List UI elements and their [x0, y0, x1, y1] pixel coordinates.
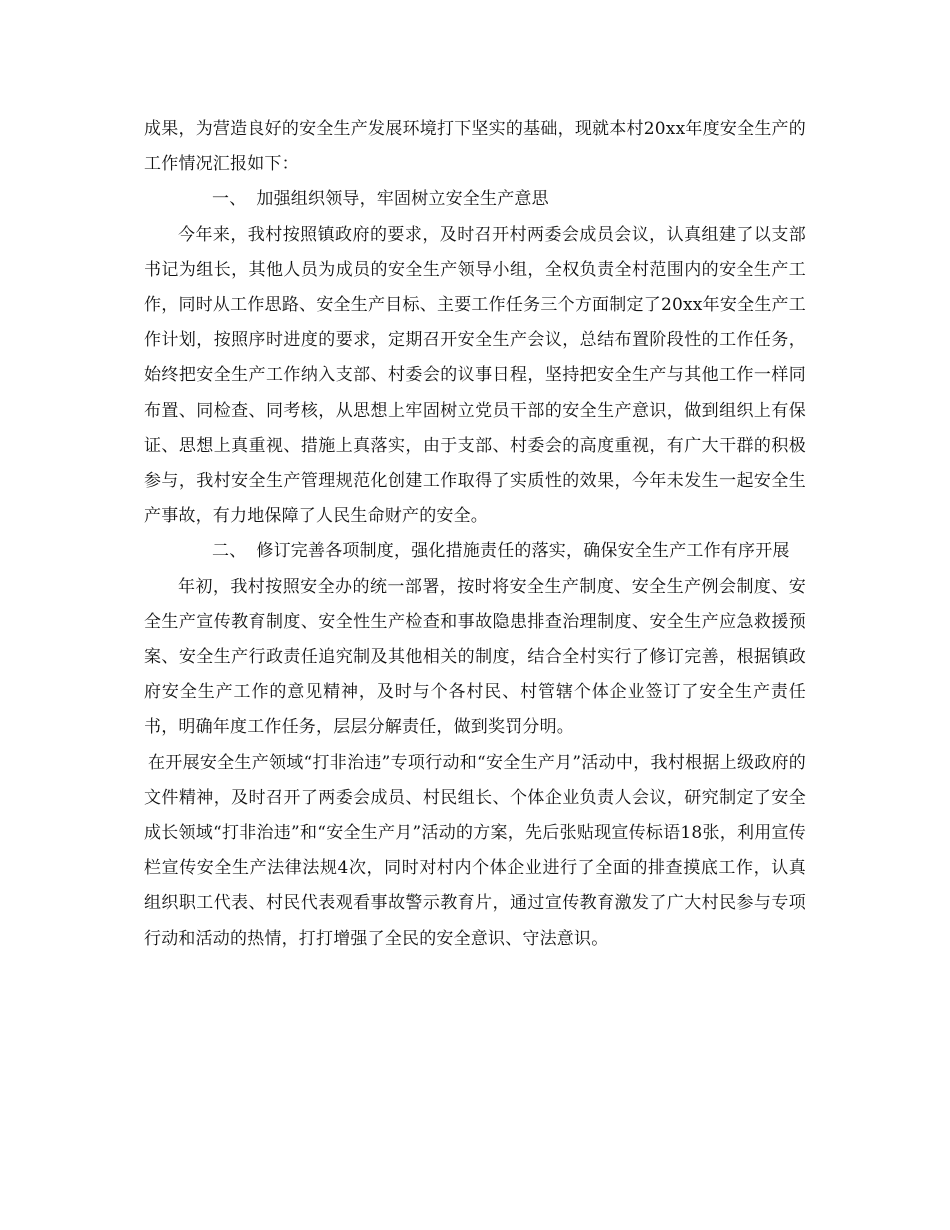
- section-2-subparagraph: 在开展安全生产领域“打非治违”专项行动和“安全生产月”活动中，我村根据上级政府的文件精神，及时召开了两委会成员、村民组长、个体企业负责人会议，研究制定了安全成长领域“打非治违”和“安全生产月”活动的方案，先后张贴现宣传标语18张，利用宣传栏宣传安全生产法律法规4次，同时对村内个体企业进行了全面的排查摸底工作，认真组织职工代表、村民代表观看事故警示教育片，通过宣传教育激发了广大村民参与专项行动和活动的热情，打打增强了全民的安全意识、守法意识。: [144, 752, 807, 949]
- section-number-2: 二、: [212, 541, 247, 562]
- section-heading-1: [144, 182, 806, 217]
- section-1-paragraph: 今年来，我村按照镇政府的要求，及时召开村两委会成员会议，认真组建了以支部书记为组长，其他人员为成员的安全生产领导小组，全权负责全村范围内的安全生产工作，同时从工作思路、安全生产目标、主要工作任务三个方面制定了20xx年安全生产工作计划，按照序时进度的要求，定期召开安全生产会议，总结布置阶段性的工作任务，始终把安全生产工作纳入支部、村委会的议事日程，坚持把安全生产与其他工作一样同布置、同检查、同考核，从思想上牢固树立党员干部的安全生产意识，做到组织上有保证、思想上真重视、措施上真落实，由于支部、村委会的高度重视，有广大干群的积极参与，我村安全生产管理规范化创建工作取得了实质性的效果，今年未发生一起安全生产事故，有力地保障了人民生命财产的安全。: [144, 224, 806, 527]
- document-body: [144, 112, 806, 957]
- section-number-1: 一、: [212, 189, 247, 210]
- section-heading-2-text: 修订完善各项制度，强化措施责任的落实，确保安全生产工作有序开展: [256, 541, 790, 562]
- intro-continuation-paragraph: 成果，为营造良好的安全生产发展环境打下坚实的基础，现就本村20xx年度安全生产的工作情况汇报如下：: [144, 119, 806, 175]
- section-2-paragraph: 年初，我村按照安全办的统一部署，按时将安全生产制度、安全生产例会制度、安全生产宣传教育制度、安全性生产检查和事故隐患排查治理制度、安全生产应急救援预案、安全生产行政责任追究制及其他相关的制度，结合全村实行了修订完善，根据镇政府安全生产工作的意见精神，及时与个各村民、村管辖个体企业签订了安全生产责任书，明确年度工作任务，层层分解责任，做到奖罚分明。: [144, 576, 806, 738]
- section-heading-1-text: 加强组织领导，牢固树立安全生产意思: [256, 189, 549, 210]
- section-heading-2: [144, 534, 806, 569]
